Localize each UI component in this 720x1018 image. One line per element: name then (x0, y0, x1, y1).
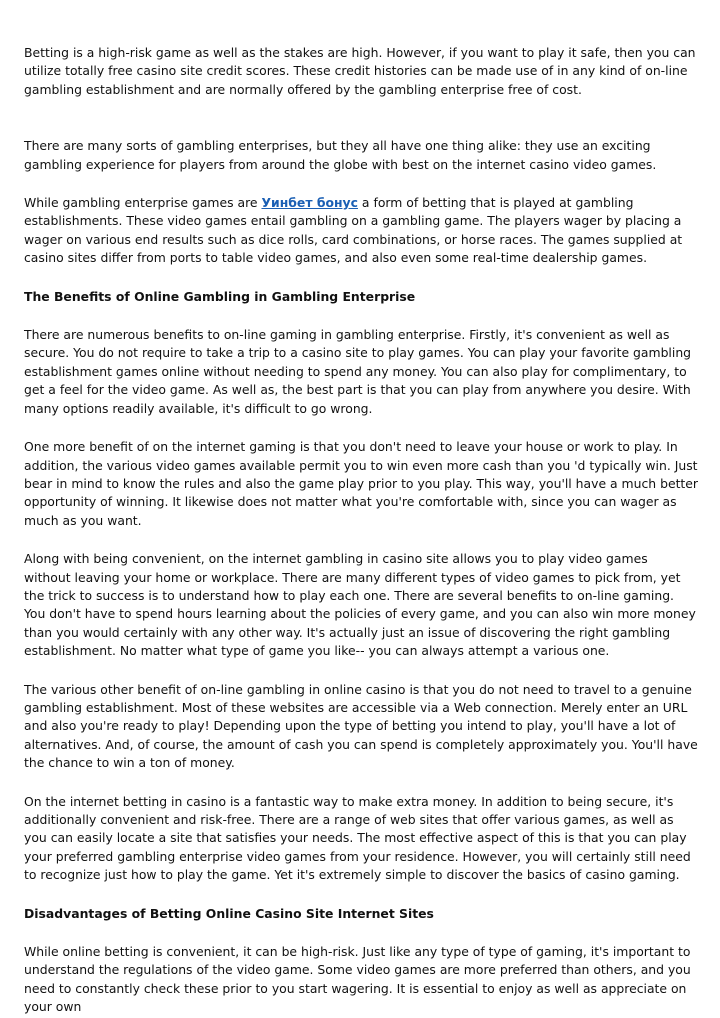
paragraph-games (24, 194, 698, 268)
paragraph-disadvantages: While online betting is convenient, it can be high-risk. Just like any type of type of gaming, it's important to understand the regulations of the video game. Some video games are more preferred than others, and you need to constantly check these prior to you start wagering. It is essential to enjoy as well as appreciate on your own (24, 944, 691, 1015)
paragraph-games-text-after: a form of betting that is played at gambling establishments. These video games entail gambling on a gambling game. The players wager by placing a wager on various end results such as dice rolls, card combinations, or horse races. The games supplied at casino sites differ from ports to table video games, and also even some real-time dealership games. (24, 195, 683, 266)
paragraph-games-text-before: While gambling enterprise games are (24, 195, 262, 211)
heading-benefits: The Benefits of Online Gambling in Gambling Enterprise (24, 288, 416, 304)
paragraph-intro: Betting is a high-risk game as well as the stakes are high. However, if you want to play it safe, then you can utilize totally free casino site credit scores. These credit histories can be made use of in any kind of on-line gambling establishment and are normally offered by the gambling enterprise free of cost. (24, 45, 696, 97)
paragraph-benefits-5: On the internet betting in casino is a fantastic way to make extra money. In addition to being secure, it's additionally convenient and risk-free. There are a range of web sites that offer various games, as well as you can easily locate a site that satisfies your needs. The most effective aspect of this is that you can play your preferred gambling enterprise video games from your residence. However, you will certainly still need to recognize just how to play the game. Yet it's extremely simple to discover the basics of casino gaming. (24, 793, 691, 883)
paragraph-benefits-4: The various other benefit of on-line gambling in online casino is that you do not need to travel to a genuine gambling establishment. Most of these websites are accessible via a Web connection. Merely enter an URL and also you're ready to play! Depending upon the type of betting you intend to play, you'll have a lot of alternatives. And, of course, the amount of cash you can spend is completely approximately you. You'll have the chance to win a ton of money. (24, 681, 698, 771)
paragraph-benefits-3: Along with being convenient, on the internet gambling in casino site allows you to play video games without leaving your home or workplace. There are many different types of video games to pick from, yet the trick to success is to understand how to play each one. There are several benefits to on-line gaming. You don't have to spend hours learning about the policies of every game, and you can also win more money than you would certainly with any other way. It's actually just an issue of discovering the right gambling establishment. No matter what type of game you like-- you can always attempt a various one. (24, 551, 696, 659)
heading-disadvantages: Disadvantages of Betting Online Casino Site Internet Sites (24, 905, 434, 921)
inline-link[interactable]: Уинбет бонус (261, 195, 358, 211)
paragraph-benefits-1: There are numerous benefits to on-line gaming in gambling enterprise. Firstly, it's convenient as well as secure. You do not require to take a trip to a casino site to play games. You can play your favorite gambling establishment games online without needing to spend any money. You can also play for complimentary, to get a feel for the video game. As well as, the best part is that you can play from anywhere you desire. With many options readily available, it's difficult to go wrong. (24, 327, 692, 416)
paragraph-benefits-2: One more benefit of on the internet gaming is that you don't need to leave your house or work to play. In addition, the various video games available permit you to win even more cash than you 'd typically win. Just bear in mind to know the rules and also the game play prior to you play. This way, you'll have a much better opportunity of winning. It likewise does not matter what you're comfortable with, since you can wager as much as you want. (24, 439, 699, 528)
paragraph-types: There are many sorts of gambling enterprises, but they all have one thing alike: they use an exciting gambling experience for players from around the globe with best on the internet casino video games. (24, 138, 657, 172)
